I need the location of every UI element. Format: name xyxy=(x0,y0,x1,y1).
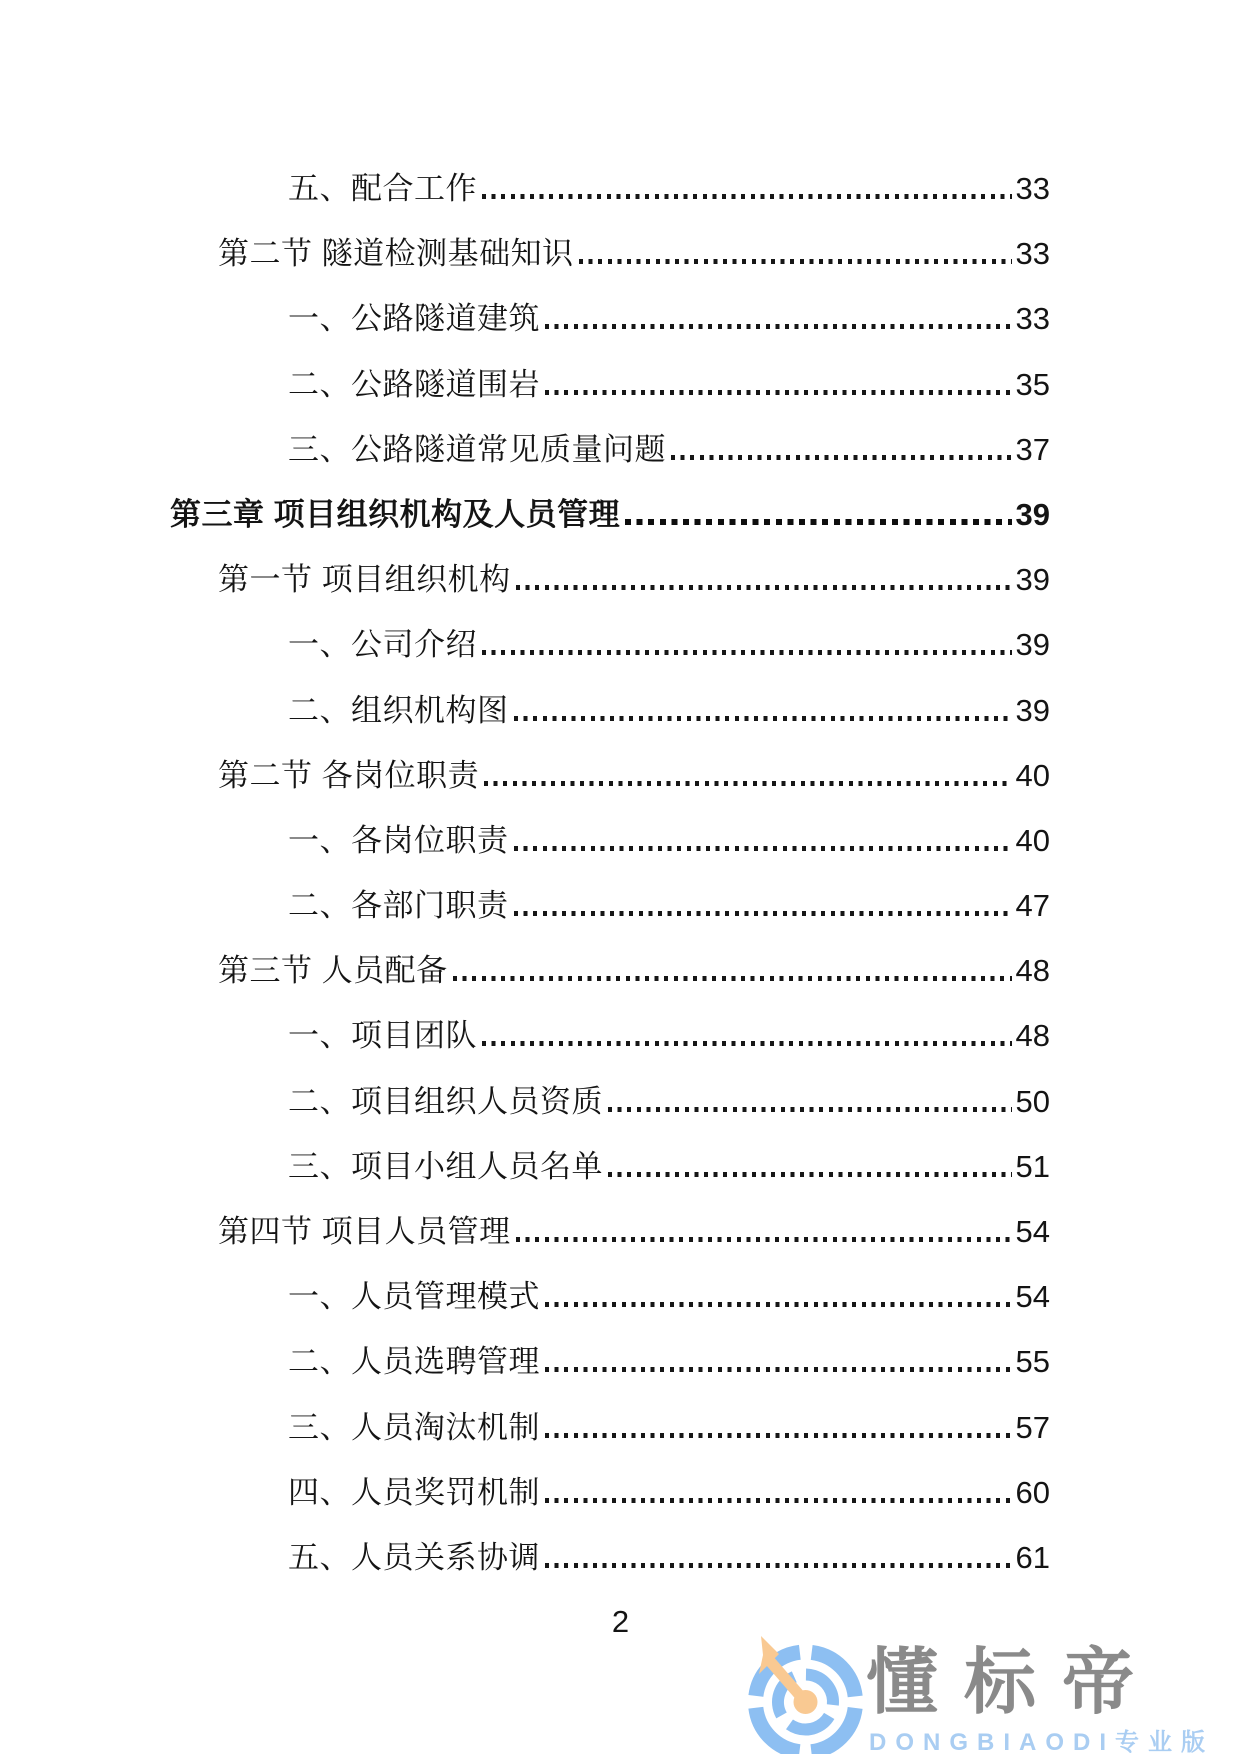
toc-entry-item xyxy=(170,1525,1050,1590)
toc-entry-title: 第三节 人员配备 xyxy=(218,953,448,989)
toc-entry-item xyxy=(170,678,1050,743)
toc-entry-page: 33 xyxy=(1015,171,1050,206)
toc-entry-item xyxy=(170,1134,1050,1199)
toc-entry-title: 第一节 项目组织机构 xyxy=(218,562,511,598)
toc-entry-item xyxy=(170,1003,1050,1068)
toc-entry-page: 48 xyxy=(1015,1018,1050,1054)
toc-entry-page: 33 xyxy=(1015,301,1050,337)
target-dart-icon xyxy=(733,1634,879,1754)
toc-entry-item xyxy=(170,1395,1050,1460)
toc-entry-section xyxy=(170,1199,1050,1264)
toc-entry-page: 61 xyxy=(1015,1539,1050,1575)
toc-entry-page: 39 xyxy=(1015,627,1050,663)
toc-entry-item xyxy=(170,156,1050,221)
toc-entry-title: 五、人员关系协调 xyxy=(288,1539,540,1575)
toc-leader-dots xyxy=(482,194,1012,199)
toc-leader-dots xyxy=(514,911,1012,916)
toc-entry-page: 39 xyxy=(1015,562,1050,598)
toc-leader-dots xyxy=(608,1107,1012,1112)
toc-leader-dots xyxy=(671,455,1012,460)
toc-entry-title: 二、人员选聘管理 xyxy=(288,1344,540,1380)
toc-entry-item xyxy=(170,612,1050,677)
toc-leader-dots xyxy=(482,650,1012,655)
toc-entry-item xyxy=(170,1264,1050,1329)
toc-entry-page: 60 xyxy=(1015,1474,1050,1510)
toc-leader-dots xyxy=(453,976,1012,981)
toc-entry-title: 一、公司介绍 xyxy=(288,627,477,663)
toc-leader-dots xyxy=(545,324,1012,329)
toc-leader-dots xyxy=(545,1302,1012,1307)
toc-entry-title: 二、项目组织人员资质 xyxy=(288,1083,603,1119)
toc-entry-page: 47 xyxy=(1015,888,1050,924)
toc-entry-item xyxy=(170,417,1050,482)
toc-entry-section xyxy=(170,547,1050,612)
toc-leader-dots xyxy=(579,259,1012,264)
toc-entry-item xyxy=(170,873,1050,938)
watermark-subtitle-text: DONGBIAODI专业版 xyxy=(869,1729,1214,1754)
toc-entry-title: 第二节 隧道检测基础知识 xyxy=(218,236,574,272)
toc-entry-page: 57 xyxy=(1015,1409,1050,1445)
toc-entry-item xyxy=(170,1460,1050,1525)
toc-entry-section xyxy=(170,938,1050,1003)
toc-leader-dots xyxy=(545,1367,1012,1372)
toc-entry-chapter xyxy=(170,482,1050,547)
toc-entry-page: 39 xyxy=(1015,496,1050,532)
toc-leader-dots xyxy=(625,519,1011,525)
toc-entry-page: 54 xyxy=(1015,1279,1050,1315)
toc-entry-title: 一、项目团队 xyxy=(288,1018,477,1054)
toc-entry-title: 二、各部门职责 xyxy=(288,888,509,924)
toc-entry-title: 二、组织机构图 xyxy=(288,692,509,728)
toc-entry-title: 一、人员管理模式 xyxy=(288,1279,540,1315)
toc-leader-dots xyxy=(514,846,1012,851)
toc-entry-item xyxy=(170,1329,1050,1394)
toc-entry-title: 三、人员淘汰机制 xyxy=(288,1409,540,1445)
toc-entry-title: 三、项目小组人员名单 xyxy=(288,1148,603,1184)
toc-entry-title: 第四节 项目人员管理 xyxy=(218,1214,511,1249)
table-of-contents xyxy=(170,156,1050,1590)
toc-entry-item xyxy=(170,808,1050,873)
toc-entry-title: 一、公路隧道建筑 xyxy=(288,301,540,337)
toc-leader-dots xyxy=(545,1498,1012,1503)
toc-entry-item xyxy=(170,286,1050,351)
watermark-brand-text: 懂标帝 xyxy=(866,1643,1161,1723)
toc-entry-section xyxy=(170,743,1050,808)
toc-entry-title: 三、公路隧道常见质量问题 xyxy=(288,431,666,467)
toc-leader-dots xyxy=(482,1041,1012,1046)
toc-entry-page: 54 xyxy=(1015,1214,1050,1249)
toc-entry-title: 第二节 各岗位职责 xyxy=(218,757,480,793)
toc-leader-dots xyxy=(608,1172,1012,1177)
toc-entry-title: 一、各岗位职责 xyxy=(288,822,509,858)
toc-entry-title: 第三章 项目组织机构及人员管理 xyxy=(170,496,621,532)
toc-entry-title: 四、人员奖罚机制 xyxy=(288,1474,540,1510)
toc-entry-page: 35 xyxy=(1015,366,1050,402)
toc-entry-page: 37 xyxy=(1015,431,1050,467)
toc-entry-page: 40 xyxy=(1015,757,1050,793)
toc-leader-dots xyxy=(545,390,1012,395)
toc-entry-page: 40 xyxy=(1015,822,1050,858)
toc-entry-title: 五、配合工作 xyxy=(288,171,477,206)
toc-leader-dots xyxy=(516,1237,1012,1242)
toc-leader-dots xyxy=(516,585,1012,590)
footer-page-number: 2 xyxy=(611,1604,630,1639)
toc-leader-dots xyxy=(545,1563,1012,1568)
toc-entry-item xyxy=(170,1069,1050,1134)
toc-leader-dots xyxy=(484,781,1011,786)
toc-entry-title: 二、公路隧道围岩 xyxy=(288,366,540,402)
toc-entry-item xyxy=(170,352,1050,417)
toc-entry-page: 55 xyxy=(1015,1344,1050,1380)
toc-entry-page: 39 xyxy=(1015,692,1050,728)
toc-leader-dots xyxy=(514,716,1012,721)
toc-leader-dots xyxy=(545,1433,1012,1438)
toc-entry-page: 50 xyxy=(1015,1083,1050,1119)
toc-entry-section xyxy=(170,221,1050,286)
toc-entry-page: 51 xyxy=(1015,1148,1050,1184)
toc-entry-page: 48 xyxy=(1015,953,1050,989)
toc-entry-page: 33 xyxy=(1015,236,1050,272)
